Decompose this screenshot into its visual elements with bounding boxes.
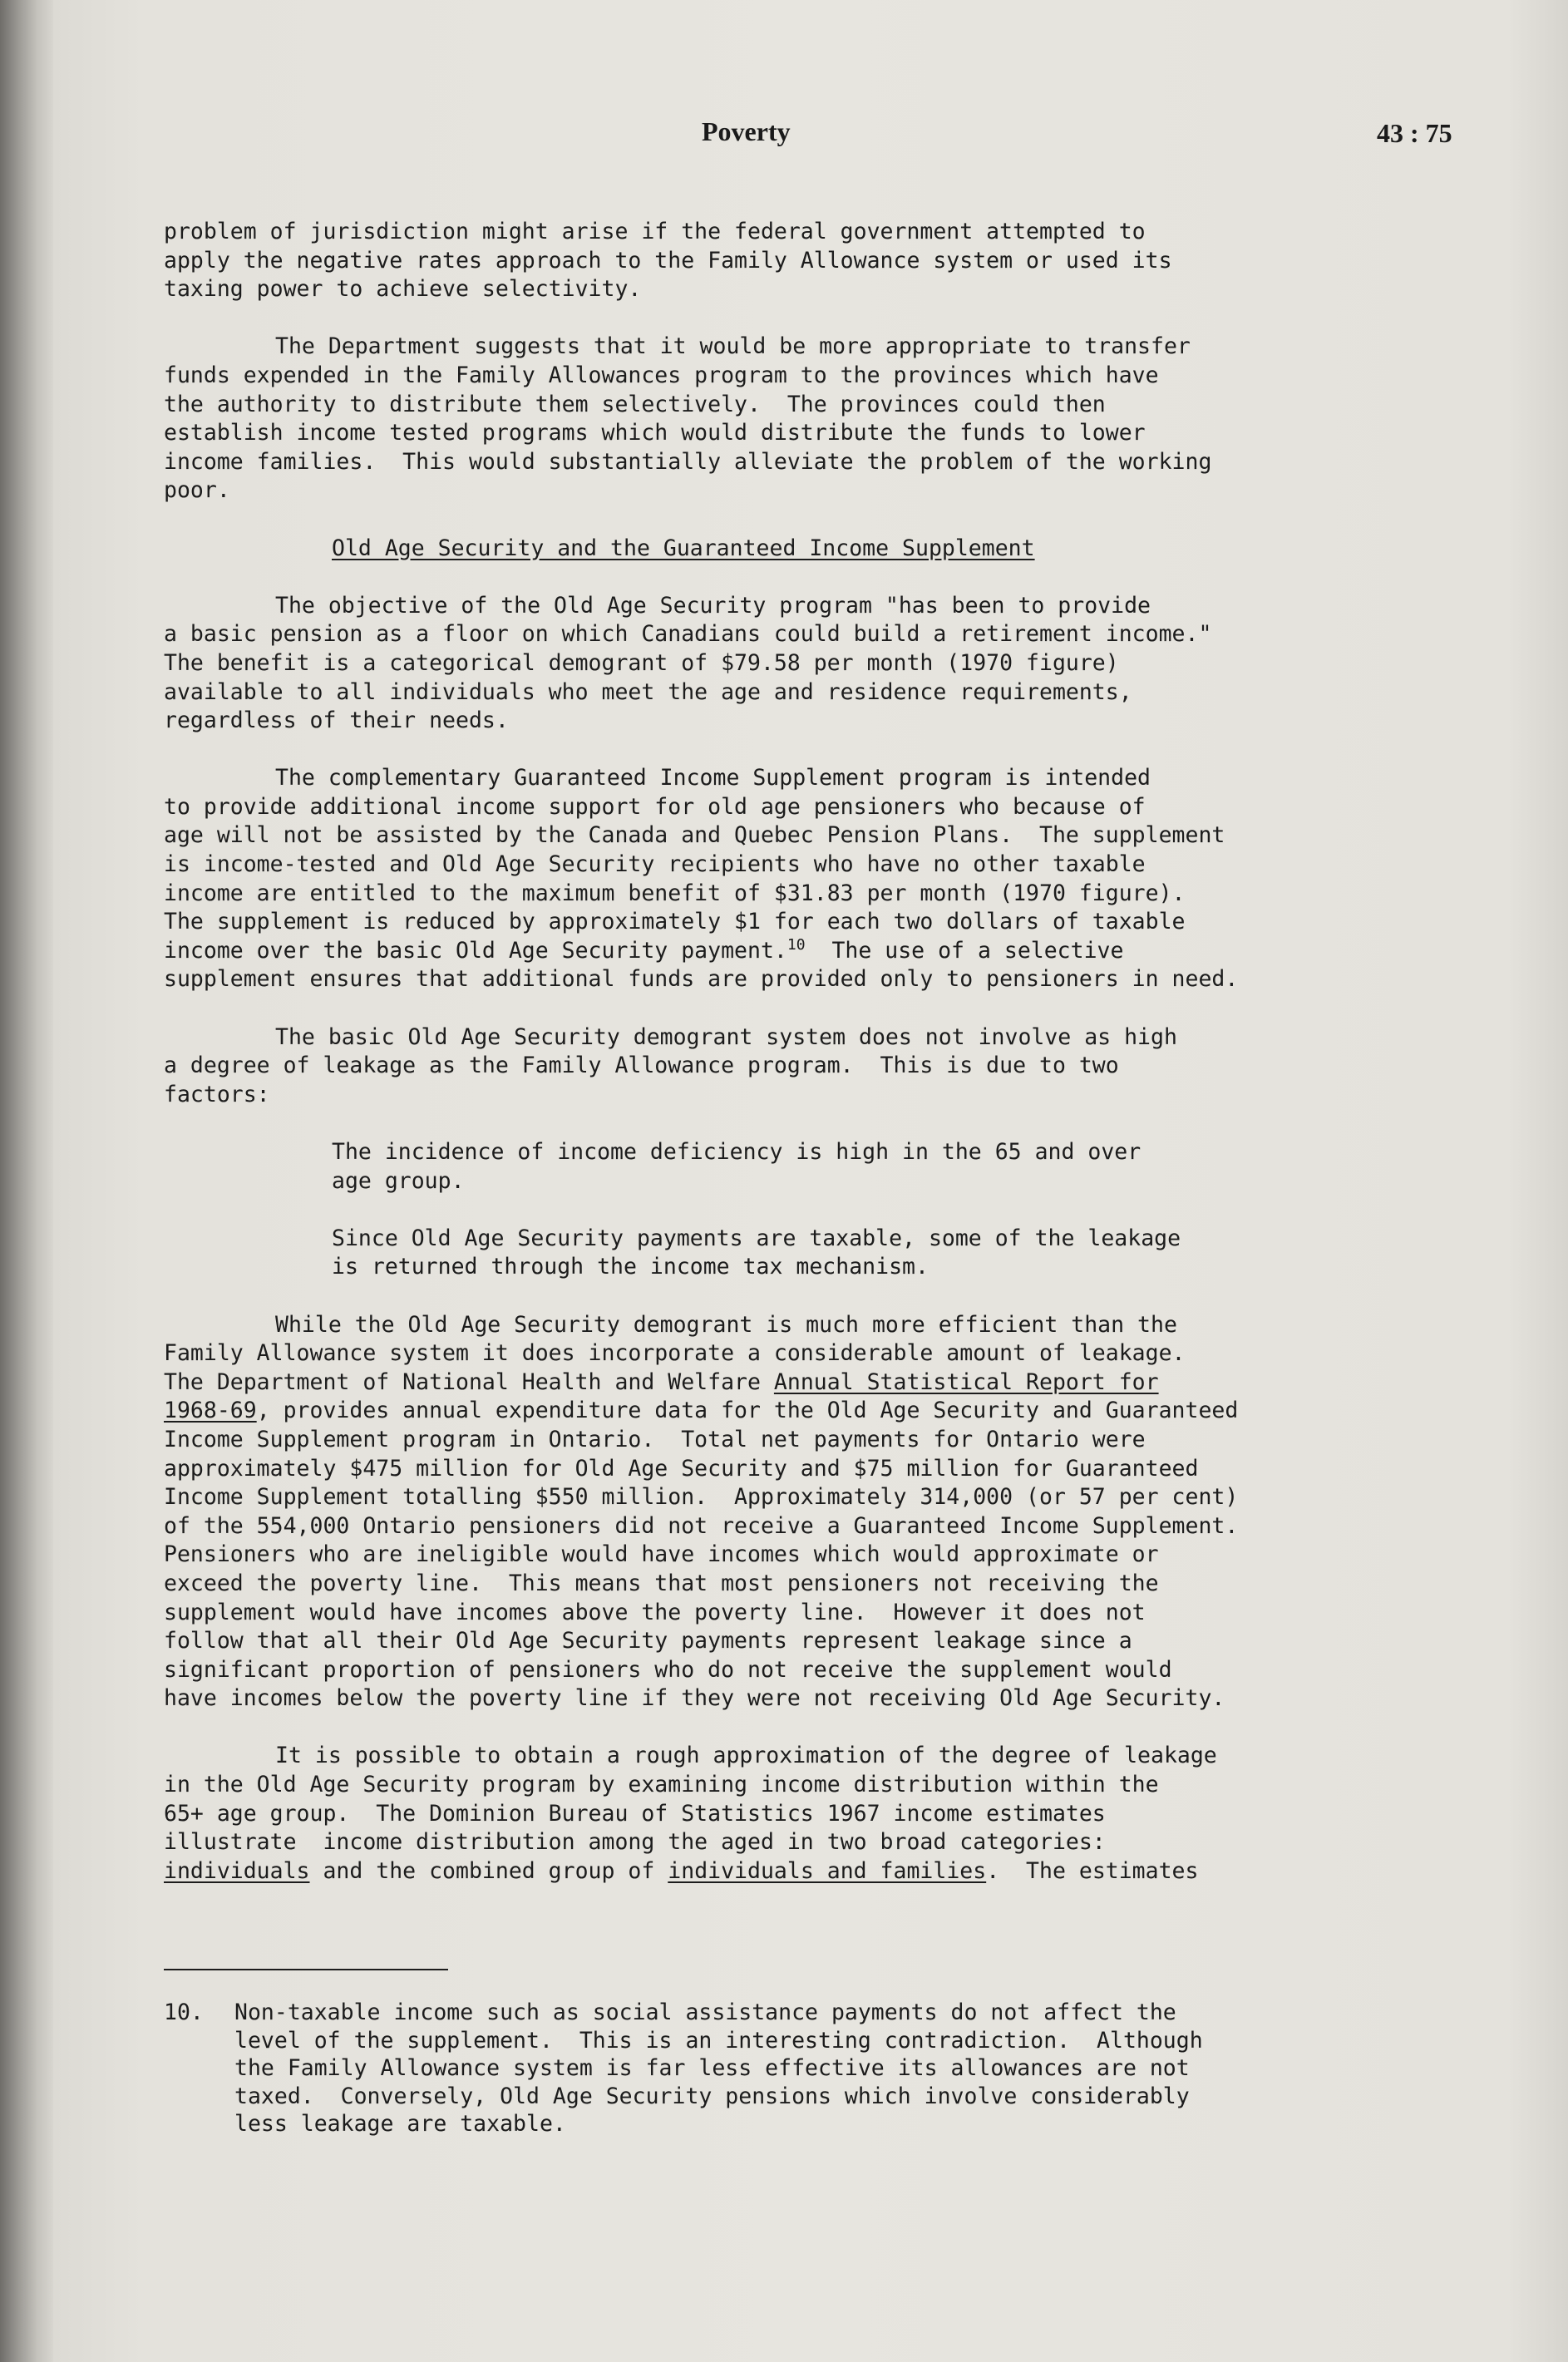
footnote-text — [234, 1999, 1386, 2138]
footnote — [164, 1999, 1386, 2138]
running-title: Poverty — [702, 116, 791, 146]
text-line: While the Old Age Security demogrant is much more efficient than the — [275, 1311, 1177, 1338]
text-line: available to all individuals who meet the age and residence requirements, — [164, 678, 1132, 705]
text-line: of the 554,000 Ontario pensioners did not receive a Guaranteed Income Supplement. — [164, 1512, 1239, 1539]
body-text — [164, 218, 1386, 1886]
footnote-divider — [164, 1969, 448, 1970]
text-line: follow that all their Old Age Security payments represent leakage since a — [164, 1628, 1132, 1654]
footnote-number: 10. — [164, 2000, 204, 2025]
text-line: the Family Allowance system is far less effective its allowances are not — [234, 2055, 1190, 2081]
text-line: It is possible to obtain a rough approximation of the degree of leakage — [275, 1743, 1217, 1769]
text-line: Non-taxable income such as social assistance payments do not affect the — [234, 2000, 1176, 2025]
text-line: approximately $475 million for Old Age Security and $75 million for Guaranteed — [164, 1455, 1199, 1482]
text-line — [164, 937, 1386, 966]
text-line: taxing power to achieve selectivity. — [164, 276, 642, 303]
section-title: Old Age Security and the Guaranteed Income Supplement — [332, 535, 1035, 561]
paragraph — [164, 1311, 1386, 1714]
text-line: less leakage are taxable. — [234, 2111, 566, 2137]
document-page — [53, 0, 1568, 2362]
footnote-ref: 10 — [786, 935, 806, 954]
paragraph — [164, 1023, 1386, 1110]
text-line: The objective of the Old Age Security program "has been to provide — [275, 592, 1151, 619]
paragraph — [164, 333, 1386, 505]
text-line: The incidence of income deficiency is high in the 65 and over — [332, 1139, 1141, 1165]
category-term: individuals and families — [668, 1857, 987, 1884]
text-line: establish income tested programs which would distribute the funds to lower — [164, 420, 1146, 446]
text-line — [164, 1857, 1386, 1886]
text-span: income over the basic Old Age Security payment. — [164, 937, 787, 964]
text-line: is income-tested and Old Age Security recipients who have no other taxable — [164, 851, 1146, 878]
text-line: level of the supplement. This is an interesting contradiction. Although — [234, 2027, 1203, 2054]
report-title: Annual Statistical Report for — [773, 1368, 1159, 1395]
text-line: The basic Old Age Security demogrant system does not involve as high — [275, 1023, 1177, 1050]
text-line: have incomes below the poverty line if they were not receiving Old Age Security. — [164, 1685, 1225, 1712]
book-spine-shadow — [0, 0, 53, 2362]
text-line: the authority to distribute them selectively. The provinces could then — [164, 391, 1106, 417]
paragraph — [164, 1742, 1386, 1886]
text-line: income are entitled to the maximum benefit of $31.83 per month (1970 figure). — [164, 880, 1186, 906]
text-line — [164, 1397, 1386, 1426]
text-line: The benefit is a categorical demogrant of $79.58 per month (1970 figure) — [164, 649, 1119, 676]
text-line: in the Old Age Security program by examining income distribution within the — [164, 1772, 1159, 1798]
text-span: , provides annual expenditure data for the Old Age Security and Guaranteed — [256, 1398, 1239, 1424]
text-line: factors: — [164, 1081, 270, 1107]
text-line: illustrate income distribution among the aged in two broad categories: — [164, 1829, 1106, 1856]
text-line: is returned through the income tax mechanism. — [332, 1254, 929, 1280]
text-line: taxed. Conversely, Old Age Security pensions which involve considerably — [234, 2083, 1190, 2109]
text-line: Income Supplement totalling $550 million. Approximately 314,000 (or 57 per cent) — [164, 1484, 1239, 1511]
text-line: poor. — [164, 477, 230, 504]
text-line: The supplement is reduced by approximately $1 for each two dollars of taxable — [164, 909, 1186, 935]
text-line: Family Allowance system it does incorporate a considerable amount of leakage. — [164, 1340, 1186, 1367]
text-line: Pensioners who are ineligible would have incomes which would approximate or — [164, 1541, 1159, 1568]
text-line: significant proportion of pensioners who do not receive the supplement would — [164, 1656, 1172, 1683]
report-title: 1968-69 — [164, 1398, 257, 1424]
text-line: supplement ensures that additional funds are provided only to pensioners in need. — [164, 966, 1239, 993]
paragraph — [164, 764, 1386, 994]
text-line: Since Old Age Security payments are taxable, some of the leakage — [332, 1225, 1181, 1251]
text-line: funds expended in the Family Allowances program to the provinces which have — [164, 362, 1159, 388]
text-span: The use of a selective — [805, 937, 1124, 964]
text-line: exceed the poverty line. This means that most pensioners not receiving the — [164, 1570, 1159, 1596]
page-number: 43 : 75 — [1377, 118, 1452, 148]
text-line: supplement would have incomes above the poverty line. However it does not — [164, 1599, 1146, 1625]
page-header — [53, 116, 1568, 158]
text-line: problem of jurisdiction might arise if the federal government attempted to — [164, 219, 1146, 244]
text-line: The Department suggests that it would be more appropriate to transfer — [275, 333, 1191, 360]
text-span: The Department of National Health and Welfare — [164, 1368, 774, 1395]
text-line: a basic pension as a floor on which Canadians could build a retirement income." — [164, 621, 1212, 648]
text-line: 65+ age group. The Dominion Bureau of Statistics 1967 income estimates — [164, 1800, 1106, 1827]
text-line — [164, 1368, 1386, 1398]
factor-list — [164, 1138, 1386, 1282]
category-term: individuals — [164, 1857, 310, 1884]
text-line: a degree of leakage as the Family Allowance program. This is due to two — [164, 1053, 1119, 1079]
text-line: to provide additional income support for old age pensioners who because of — [164, 793, 1146, 820]
text-line: income families. This would substantially alleviate the problem of the working — [164, 448, 1212, 475]
paragraph — [164, 592, 1386, 736]
text-line: The complementary Guaranteed Income Supplement program is intended — [275, 765, 1151, 791]
text-line: age will not be assisted by the Canada and Quebec Pension Plans. The supplement — [164, 822, 1225, 849]
text-span: . The estimates — [986, 1857, 1199, 1884]
text-line: apply the negative rates approach to the Family Allowance system or used its — [164, 247, 1172, 274]
text-span: and the combined group of — [309, 1857, 668, 1884]
text-line: age group. — [332, 1167, 465, 1194]
text-line: regardless of their needs. — [164, 708, 509, 734]
paragraph — [164, 218, 1386, 304]
text-line: Income Supplement program in Ontario. Total net payments for Ontario were — [164, 1426, 1146, 1452]
